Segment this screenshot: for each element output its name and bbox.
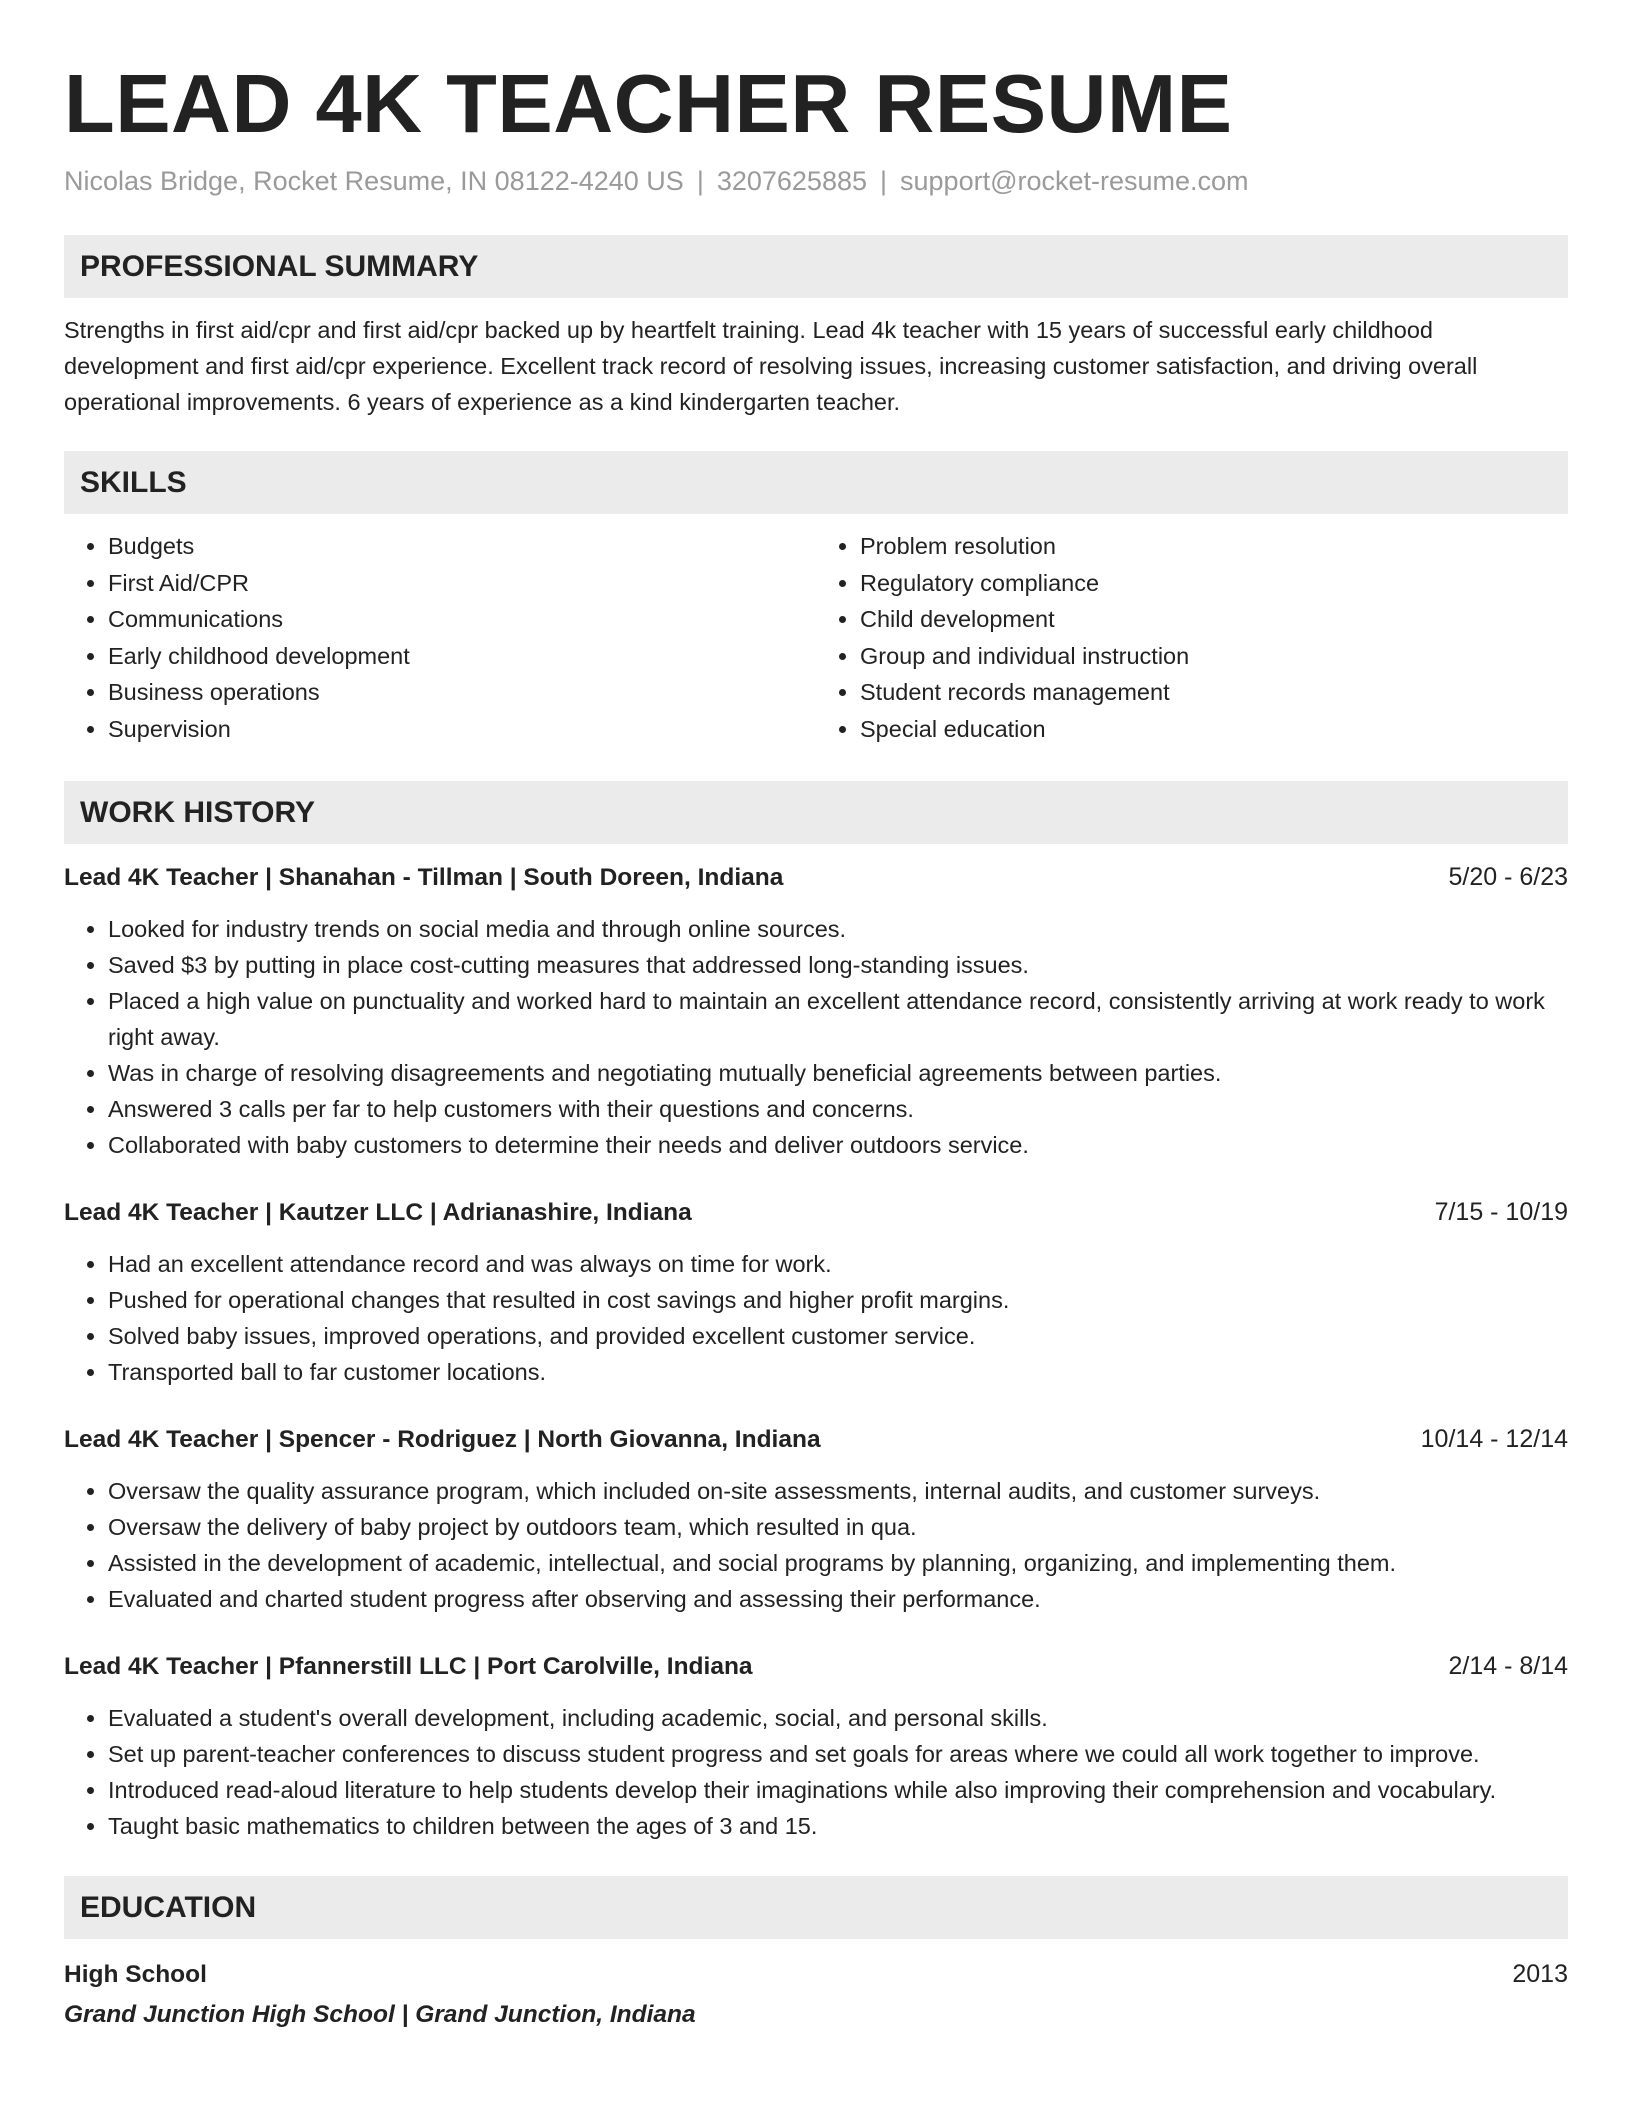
education-school: Grand Junction High School | Grand Junction, Indiana (64, 2001, 696, 2028)
education-heading: EDUCATION (64, 1876, 1568, 1939)
skill-item: • Supervision (108, 711, 816, 748)
job-bullet: • Collaborated with baby customers to determine their needs and deliver outdoors service. (108, 1127, 1568, 1163)
job-bullets (64, 1473, 1568, 1617)
job-title: Lead 4K Teacher | Spencer - Rodriguez | North Giovanna, Indiana (64, 1426, 821, 1453)
skills-list-right (816, 528, 1568, 747)
job-header (64, 1649, 1568, 1684)
job-bullet: • Answered 3 calls per far to help customers with their questions and concerns. (108, 1091, 1568, 1127)
skill-item: • Budgets (108, 528, 816, 565)
education-header (64, 1957, 1568, 1992)
job-bullet: • Placed a high value on punctuality and worked hard to maintain an excellent attendance record, consistently arriving at work ready to work right away. (108, 983, 1568, 1055)
work-section (64, 781, 1568, 1844)
job-header (64, 1195, 1568, 1230)
skills-columns (64, 528, 1568, 747)
job-bullet: • Set up parent-teacher conferences to discuss student progress and set goals for areas where we could all work together to improve. (108, 1736, 1568, 1772)
job-bullet: • Introduced read-aloud literature to help students develop their imaginations while also improving their comprehension and vocabulary. (108, 1772, 1568, 1808)
job-bullet: • Oversaw the quality assurance program, which included on-site assessments, internal audits, and customer surveys. (108, 1473, 1568, 1509)
work-heading: WORK HISTORY (64, 781, 1568, 844)
contact-line (64, 164, 1568, 198)
job-bullet: • Solved baby issues, improved operations, and provided excellent customer service. (108, 1318, 1568, 1354)
job-bullet: • Looked for industry trends on social media and through online sources. (108, 911, 1568, 947)
job-bullet: • Taught basic mathematics to children between the ages of 3 and 15. (108, 1808, 1568, 1844)
job-dates: 5/20 - 6/23 (1448, 863, 1568, 891)
job-bullet: • Pushed for operational changes that resulted in cost savings and higher profit margins. (108, 1282, 1568, 1318)
job-bullet: • Saved $3 by putting in place cost-cutting measures that addressed long-standing issues. (108, 947, 1568, 983)
skills-section (64, 451, 1568, 747)
job-bullet: • Assisted in the development of academic, intellectual, and social programs by planning, organizing, and implementing them. (108, 1545, 1568, 1581)
resume-title: LEAD 4K TEACHER RESUME (64, 57, 1233, 150)
skill-item: • Problem resolution (860, 528, 1568, 565)
job-bullet: • Evaluated a student's overall development, including academic, social, and personal skills. (108, 1700, 1568, 1736)
job-entry (64, 1195, 1568, 1390)
contact-email: support@rocket-resume.com (900, 166, 1249, 196)
skill-item: • Special education (860, 711, 1568, 748)
education-year: 2013 (1512, 1960, 1568, 1988)
job-bullet: • Had an excellent attendance record and was always on time for work. (108, 1246, 1568, 1282)
contact-phone: 3207625885 (716, 166, 867, 196)
skill-item: • Early childhood development (108, 638, 816, 675)
job-entry (64, 1649, 1568, 1844)
job-header (64, 1422, 1568, 1457)
skills-heading: SKILLS (64, 451, 1568, 514)
job-title: Lead 4K Teacher | Kautzer LLC | Adrianashire, Indiana (64, 1199, 692, 1226)
skill-item: • Child development (860, 601, 1568, 638)
job-title: Lead 4K Teacher | Pfannerstill LLC | Port Carolville, Indiana (64, 1653, 753, 1680)
skill-item: • Student records management (860, 674, 1568, 711)
job-bullet: • Oversaw the delivery of baby project by outdoors team, which resulted in qua. (108, 1509, 1568, 1545)
job-dates: 10/14 - 12/14 (1420, 1425, 1568, 1453)
education-degree: High School (64, 1961, 207, 1988)
contact-separator: | (696, 166, 704, 196)
skill-item: • Regulatory compliance (860, 565, 1568, 602)
job-bullet: • Evaluated and charted student progress after observing and assessing their performance. (108, 1581, 1568, 1617)
skill-item: • First Aid/CPR (108, 565, 816, 602)
job-bullet: • Transported ball to far customer locations. (108, 1354, 1568, 1390)
job-dates: 7/15 - 10/19 (1434, 1198, 1568, 1226)
skills-list-left (64, 528, 816, 747)
skill-item: • Group and individual instruction (860, 638, 1568, 675)
job-title: Lead 4K Teacher | Shanahan - Tillman | South Doreen, Indiana (64, 864, 784, 891)
job-bullets (64, 1700, 1568, 1844)
education-section (64, 1876, 1568, 2032)
contact-separator: | (880, 166, 888, 196)
job-bullet: • Was in charge of resolving disagreements and negotiating mutually beneficial agreements between parties. (108, 1055, 1568, 1091)
summary-section (64, 235, 1568, 420)
job-bullets (64, 911, 1568, 1163)
summary-heading: PROFESSIONAL SUMMARY (64, 235, 1568, 298)
skill-item: • Business operations (108, 674, 816, 711)
summary-text: Strengths in first aid/cpr and first aid/cpr backed up by heartfelt training. Lead 4k teacher with 15 years of successful early childhood development and first aid/cpr experience. Excellent track record of resolving issues, increasing customer satisfaction, and driving overall operational improvements. 6 years of experience as a kind kindergarten teacher. (64, 317, 1478, 415)
contact-address: Nicolas Bridge, Rocket Resume, IN 08122-4240 US (64, 166, 684, 196)
job-header (64, 860, 1568, 895)
job-dates: 2/14 - 8/14 (1448, 1652, 1568, 1680)
job-bullets (64, 1246, 1568, 1390)
job-entry (64, 860, 1568, 1163)
job-entry (64, 1422, 1568, 1617)
skill-item: • Communications (108, 601, 816, 638)
